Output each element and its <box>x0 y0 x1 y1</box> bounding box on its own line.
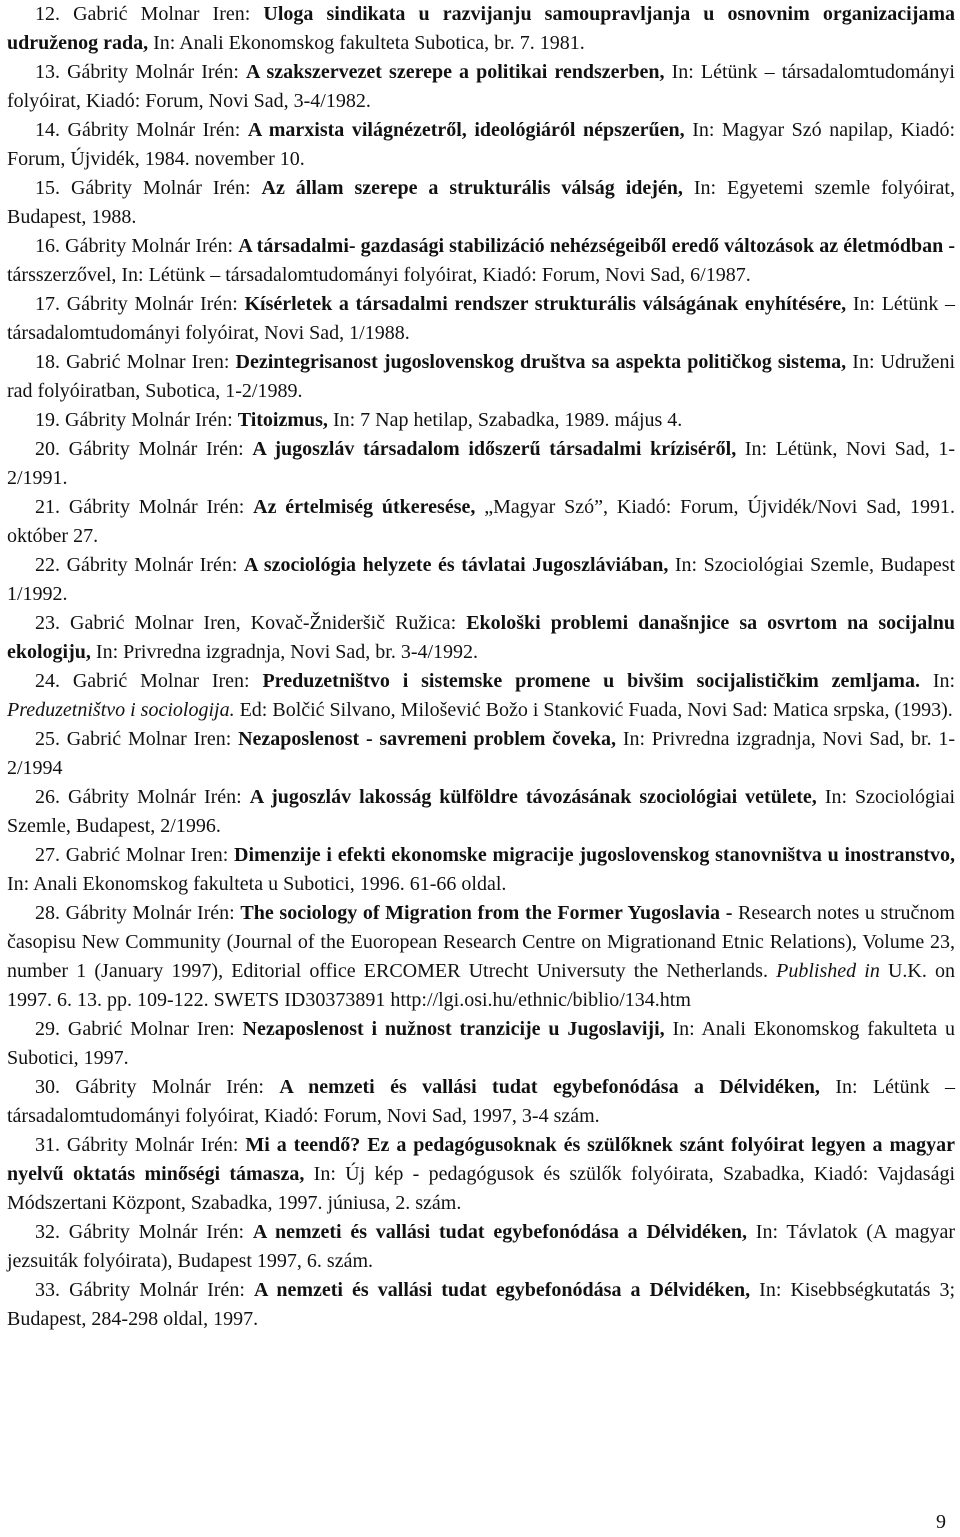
reference-title: Az értelmiség útkeresése, <box>253 496 476 518</box>
reference-details: In: Létünk – társadalomtudományi folyóirat, Novi Sad, 1/1988. <box>7 293 956 344</box>
reference-author: Gábrity Molnár Irén: <box>67 61 239 83</box>
reference-details: In: Szociológiai Szemle, Budapest 1/1992. <box>7 554 956 605</box>
reference-details: In: Anali Ekonomskog fakulteta u Subotici, 1997. <box>7 1018 956 1069</box>
reference-published-in: Published in <box>776 960 880 982</box>
reference-title: Nezaposlenost - savremeni problem čoveka, <box>238 728 617 750</box>
reference-entry <box>7 174 955 232</box>
reference-number: 19. <box>35 409 60 431</box>
reference-entry <box>7 899 955 1015</box>
reference-title: Kísérletek a társadalmi rendszer strukturális válságának enyhítésére, <box>244 293 847 315</box>
reference-author: Gabrić Molnar Iren: <box>66 351 230 373</box>
reference-details-prefix: Research notes u stručnom časopisu New Community (Journal of the Euoropean Research Centre on Migrationand Etnic Relations), Volume 23, number 1 (January 1997), Editorial office ERCOMER Utrecht Universuty the Netherlands. <box>7 902 955 982</box>
reference-number: 21. <box>35 496 60 518</box>
reference-details: In: Távlatok (A magyar jezsuiták folyóirata), Budapest 1997, 6. szám. <box>7 1221 956 1272</box>
reference-details: In: Kisebbségkutatás 3; Budapest, 284-298 oldal, 1997. <box>7 1279 956 1330</box>
reference-number: 32. <box>35 1221 60 1243</box>
reference-details: In: 7 Nap hetilap, Szabadka, 1989. május 4. <box>332 409 683 431</box>
reference-title: A nemzeti és vallási tudat egybefonódása a Délvidéken, <box>279 1076 820 1098</box>
reference-entry <box>7 783 955 841</box>
reference-number: 20. <box>35 438 60 460</box>
reference-number: 22. <box>35 554 60 576</box>
reference-title: A szociológia helyzete és távlatai Jugoszláviában, <box>243 554 669 576</box>
reference-details: Ed: Bolčić Silvano, Milošević Božo i Stanković Fuada, Novi Sad: Matica srpska, (1993). <box>239 699 953 721</box>
reference-author: Gabrić Molnar Iren: <box>67 1018 235 1040</box>
reference-number: 31. <box>35 1134 60 1156</box>
reference-entry <box>7 609 955 667</box>
reference-title: A jugoszláv lakosság külföldre távozásának szociológiai vetülete, <box>249 786 817 808</box>
reference-title: Az állam szerepe a strukturális válság idején, <box>261 177 683 199</box>
reference-entry <box>7 290 955 348</box>
reference-number: 27. <box>35 844 60 866</box>
reference-author: Gábrity Molnár Irén: <box>67 119 241 141</box>
reference-entry <box>7 493 955 551</box>
reference-title: A nemzeti és vallási tudat egybefonódása a Délvidéken, <box>252 1221 748 1243</box>
reference-number: 23. <box>35 612 60 634</box>
reference-author: Gábrity Molnár Irén: <box>68 1221 245 1243</box>
reference-number: 15. <box>35 177 60 199</box>
reference-details: In: Udruženi rad folyóiratban, Subotica, 1-2/1989. <box>7 351 956 402</box>
reference-details: „Magyar Szó”, Kiadó: Forum, Újvidék/Novi Sad, 1991. október 27. <box>7 496 956 547</box>
reference-author: Gábrity Molnár Irén: <box>68 786 242 808</box>
reference-details: U.K. on 1997. 6. 13. pp. 109-122. SWETS ID30373891 http://lgi.osi.hu/ethnic/biblio/134.htm <box>7 960 956 1011</box>
reference-details: In: Új kép - pedagógusok és szülők folyóirata, Szabadka, Kiadó: Vajdasági Módszertani Központ, Szabadka, 1997. júniusa, 2. szám. <box>7 1163 956 1214</box>
reference-entry <box>7 435 955 493</box>
reference-details: társszerzővel, In: Létünk – társadalomtudományi folyóirat, Kiadó: Forum, Novi Sad, 6/1987. <box>7 264 751 286</box>
reference-author: Gábrity Molnár Irén: <box>66 293 238 315</box>
reference-entry <box>7 667 955 725</box>
reference-title: Titoizmus, <box>237 409 328 431</box>
reference-number: 33. <box>35 1279 60 1301</box>
reference-details: In: Anali Ekonomskog fakulteta Subotica, br. 7. 1981. <box>153 32 585 54</box>
reference-number: 13. <box>35 61 60 83</box>
reference-entry <box>7 1276 955 1334</box>
reference-author: Gábrity Molnár Irén: <box>65 902 235 924</box>
reference-details-prefix: In: <box>932 670 956 692</box>
reference-number: 25. <box>35 728 60 750</box>
reference-details: In: Létünk, Novi Sad, 1-2/1991. <box>7 438 956 489</box>
reference-entry <box>7 551 955 609</box>
reference-title: Uloga sindikata u razvijanju samoupravljanja u osnovnim organizacijama udruženog rada, <box>7 3 956 54</box>
reference-entry <box>7 232 955 290</box>
reference-number: 17. <box>35 293 60 315</box>
reference-details: In: Egyetemi szemle folyóirat, Budapest, 1988. <box>7 177 955 228</box>
reference-book-title: Preduzetništvo i sociologija. <box>7 699 235 721</box>
reference-details: In: Privredna izgradnja, Novi Sad, br. 1-2/1994 <box>7 728 956 779</box>
reference-entry <box>7 116 955 174</box>
reference-author: Gábrity Molnár Irén: <box>75 1076 264 1098</box>
reference-details: In: Szociológiai Szemle, Budapest, 2/1996. <box>7 786 956 837</box>
reference-number: 28. <box>35 902 60 924</box>
reference-number: 29. <box>35 1018 60 1040</box>
reference-entry <box>7 725 955 783</box>
reference-author: Gábrity Molnár Irén: <box>68 438 244 460</box>
reference-details: In: Létünk – társadalomtudományi folyóirat, Kiadó: Forum, Novi Sad, 1997, 3-4 szám. <box>7 1076 955 1127</box>
reference-entry <box>7 841 955 899</box>
reference-number: 18. <box>35 351 60 373</box>
reference-author: Gábrity Molnár Irén: <box>68 496 245 518</box>
reference-author: Gabrić Molnar Iren, Kovač-Žnideršič Ružica: <box>70 612 457 634</box>
reference-author: Gabrić Molnar Iren: <box>65 844 229 866</box>
reference-title: Mi a teendő? Ez a pedagógusoknak és szülőknek szánt folyóirat legyen a magyar nyelvű oktatás minőségi támasza, <box>7 1134 956 1185</box>
reference-entry <box>7 348 955 406</box>
reference-title: A szakszervezet szerepe a politikai rendszerben, <box>246 61 665 83</box>
page-number: 9 <box>936 1511 946 1533</box>
reference-title: Ekološki problemi današnjice sa osvrtom na socijalnu ekologiju, <box>7 612 956 663</box>
reference-author: Gábrity Molnár Irén: <box>66 1134 239 1156</box>
reference-author: Gábrity Molnár Irén: <box>66 554 238 576</box>
reference-entry <box>7 1073 955 1131</box>
reference-number: 16. <box>35 235 60 257</box>
reference-title: A jugoszláv társadalom időszerű társadalmi kríziséről, <box>252 438 737 460</box>
reference-author: Gábrity Molnár Irén: <box>69 1279 245 1301</box>
reference-number: 26. <box>35 786 60 808</box>
reference-details: In: Magyar Szó napilap, Kiadó: Forum, Újvidék, 1984. november 10. <box>7 119 956 170</box>
reference-author: Gábrity Molnár Irén: <box>65 409 233 431</box>
bibliography-list <box>7 0 955 1334</box>
reference-entry <box>7 1218 955 1276</box>
reference-entry <box>7 1015 955 1073</box>
reference-author: Gábrity Molnár Irén: <box>70 177 251 199</box>
reference-title: A nemzeti és vallási tudat egybefonódása a Délvidéken, <box>253 1279 751 1301</box>
reference-entry <box>7 0 955 58</box>
reference-author: Gábrity Molnár Irén: <box>65 235 234 257</box>
reference-author: Gabrić Molnar Iren: <box>73 3 251 25</box>
reference-entry <box>7 1131 955 1218</box>
reference-entry <box>7 58 955 116</box>
reference-number: 12. <box>35 3 60 25</box>
reference-details: In: Létünk – társadalomtudományi folyóirat, Kiadó: Forum, Novi Sad, 3-4/1982. <box>7 61 955 112</box>
reference-author: Gabrić Molnar Iren: <box>72 670 250 692</box>
reference-author: Gabrić Molnar Iren: <box>66 728 232 750</box>
reference-number: 24. <box>35 670 60 692</box>
reference-title: A marxista világnézetről, ideológiáról népszerűen, <box>247 119 685 141</box>
reference-entry <box>7 406 955 435</box>
reference-title: The sociology of Migration from the Former Yugoslavia - <box>240 902 733 924</box>
reference-details: In: Anali Ekonomskog fakulteta u Subotici, 1996. 61-66 oldal. <box>7 873 507 895</box>
reference-title: Dezintegrisanost jugoslovenskog društva sa aspekta političkog sistema, <box>235 351 847 373</box>
reference-number: 14. <box>35 119 60 141</box>
reference-title: Nezaposlenost i nužnost tranzicije u Jugoslaviji, <box>242 1018 665 1040</box>
reference-title: Preduzetništvo i sistemske promene u bivšim socijalističkim zemljama. <box>262 670 920 692</box>
reference-title: A társadalmi- gazdasági stabilizáció nehézségeiből eredő változások az életmódban - <box>238 235 955 257</box>
reference-title: Dimenzije i efekti ekonomske migracije jugoslovenskog stanovništva u inostranstvo, <box>234 844 956 866</box>
reference-number: 30. <box>35 1076 60 1098</box>
reference-details: In: Privredna izgradnja, Novi Sad, br. 3-4/1992. <box>95 641 479 663</box>
